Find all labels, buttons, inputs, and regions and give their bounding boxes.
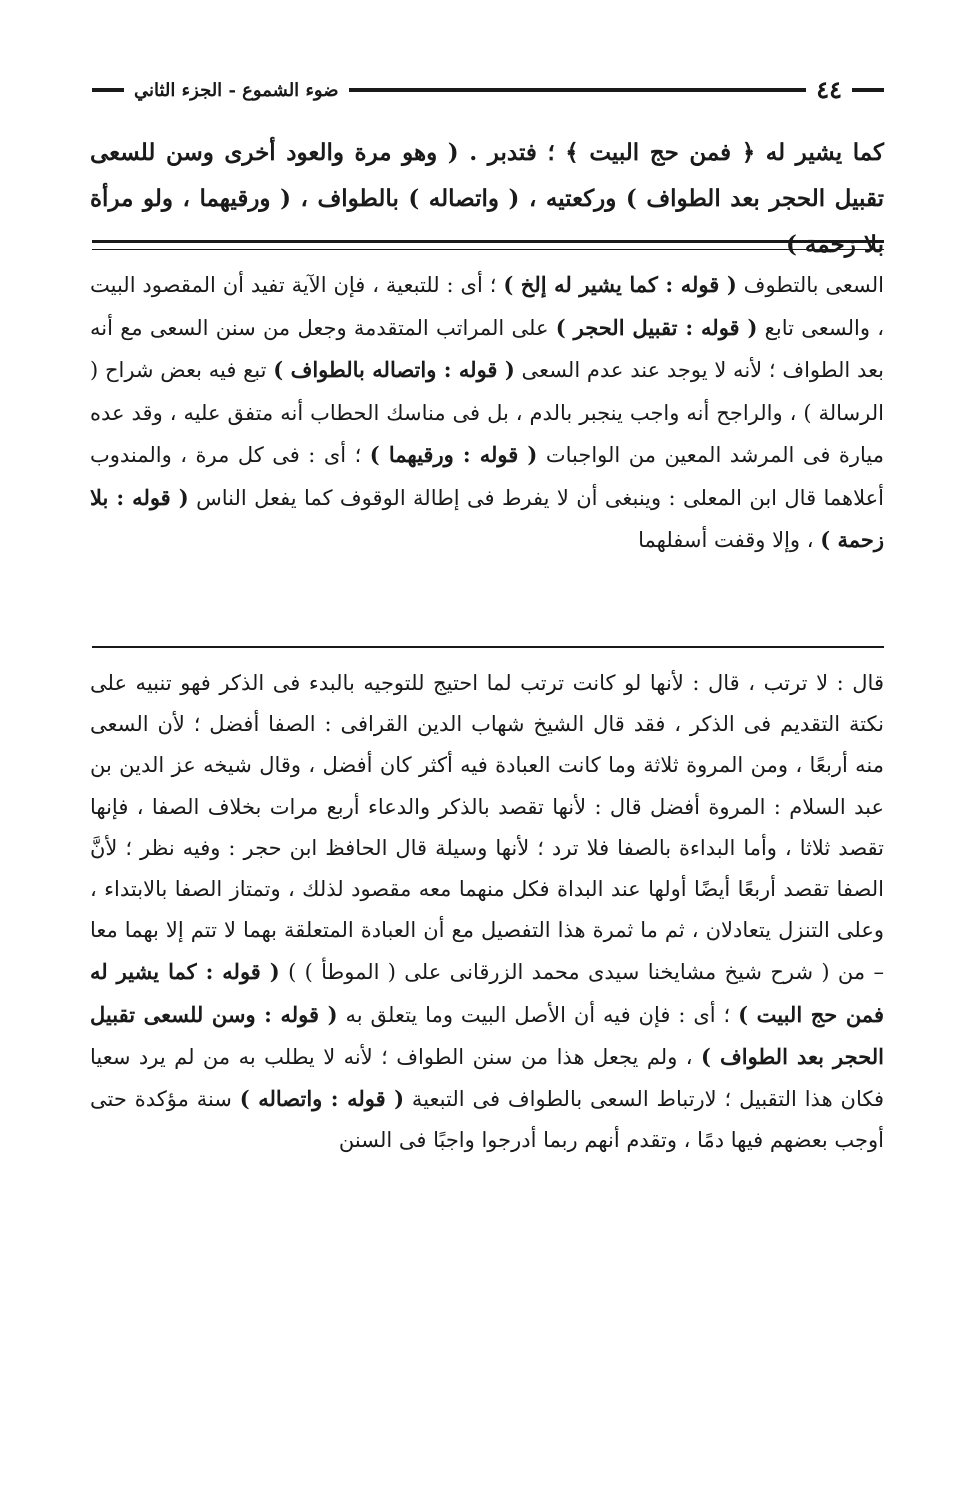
quoted-lemma: ( قوله : ورقيهما ) [369, 442, 538, 467]
quoted-lemma: ( قوله : كما يشير له فمن حج البيت ) [90, 959, 884, 1027]
quoted-lemma: ( قوله : واتصاله بالطواف ) [273, 357, 515, 382]
page-number: ٤٤ [816, 75, 842, 104]
header-dash [852, 88, 884, 92]
quoted-lemma: ( قوله : وسن للسعى تقبيل الحجر بعد الطواف ) [90, 1001, 884, 1069]
gloss-block [90, 663, 884, 1161]
double-divider [92, 240, 884, 250]
running-header [92, 70, 884, 110]
gloss-paragraph: قال : لا ترتب ، قال : لأنها لو كانت ترتب لما احتيج للتوجيه بالبدء فى الذكر فهو تنبيه على نكتة التقديم فى الذكر ، فقد قال الشيخ شهاب الدين القرافى : الصفا أفضل ؛ لأن السعى منه أربعًا ، ومن المروة ثلاثة وما كانت العبادة فيه أكثر كان أفضل ، وقال شيخه عز الدين بن عبد السلام : المروة أفضل قال : لأنها تقصد بالذكر والدعاء أربع مرات بخلاف الصفا ، فإنها تقصد ثلاثا ، وأما البداءة بالصفا فلا ترد ؛ لأنها وسيلة قال الحافظ ابن حجر : وفيه نظر ؛ لأنَّ الصفا تقصد أربعًا أيضًا أولها عند البداة فكل منهما معه مقصود لذلك ، وتمتاز الصفا بالابتداء ، وعلى التنزل يتعادلان ، ثم ما ثمرة هذا التفصيل مع أن العبادة المتعلقة بهما لا تتم إلا بهما معا – من ( شرح شيخ مشايخنا سيدى محمد الزرقانى على ( الموطأ ) ) ( قوله : كما يشير له فمن حج البيت ) ؛ أى : فإن فيه أن الأصل البيت وما يتعلق به ( قوله : وسن للسعى تقبيل الحجر بعد الطواف ) ، ولم يجعل هذا من سنن الطواف ؛ لأنه لا يطلب به من لم يرد سعيا فكان هذا التقبيل ؛ لارتباط السعى بالطواف فى التبعية ( قوله : واتصاله ) سنة مؤكدة حتى أوجب بعضهم فيها دمًا ، وتقدم أنهم ربما أدرجوا واجبًا فى السنن [90, 671, 884, 1153]
main-text-paragraph: كما يشير له ﴿ فمن حج البيت ﴾ ؛ فتدبر . ( وهو مرة والعود أخرى وسن للسعى تقبيل الحجر بعد الطواف ) وركعتيه ، ( واتصاله ) بالطواف ، ( ورقيهما ، ولو مرأة بلا زحمة ) [90, 139, 884, 258]
header-dash [92, 88, 124, 92]
quoted-lemma: ( قوله : واتصاله ) [239, 1086, 405, 1112]
commentary-paragraph: السعى بالتطوف ( قوله : كما يشير له إلخ ) ؛ أى : للتبعية ، فإن الآية تفيد أن المقصود البيت ، والسعى تابع ( قوله : تقبيل الحجر ) على المراتب المتقدمة وجعل من سنن السعى مع أنه بعد الطواف ؛ لأنه لا يوجد عند عدم السعى ( قوله : واتصاله بالطواف ) تبع فيه بعض شراح ( الرسالة ) ، والراجح أنه واجب ينجبر بالدم ، بل فى مناسك الحطاب أنه متفق عليه ، وقد عده ميارة فى المرشد المعين من الواجبات ( قوله : ورقيهما ) ؛ أى : فى كل مرة ، والمندوب أعلاهما قال ابن المعلى : وينبغى أن لا يفرط فى إطالة الوقوف كما يفعل الناس ( قوله : بلا زحمة ) ، وإلا وقفت أسفلهما [90, 272, 885, 552]
book-title: ضوء الشموع - الجزء الثاني [134, 79, 339, 101]
commentary-block [90, 264, 884, 562]
quoted-lemma: ( قوله : كما يشير له إلخ ) [503, 272, 737, 297]
divider [92, 646, 884, 648]
header-rule [349, 88, 807, 92]
quoted-lemma: ( قوله : بلا زحمة ) [90, 484, 884, 552]
quoted-lemma: ( قوله : تقبيل الحجر ) [555, 314, 758, 340]
